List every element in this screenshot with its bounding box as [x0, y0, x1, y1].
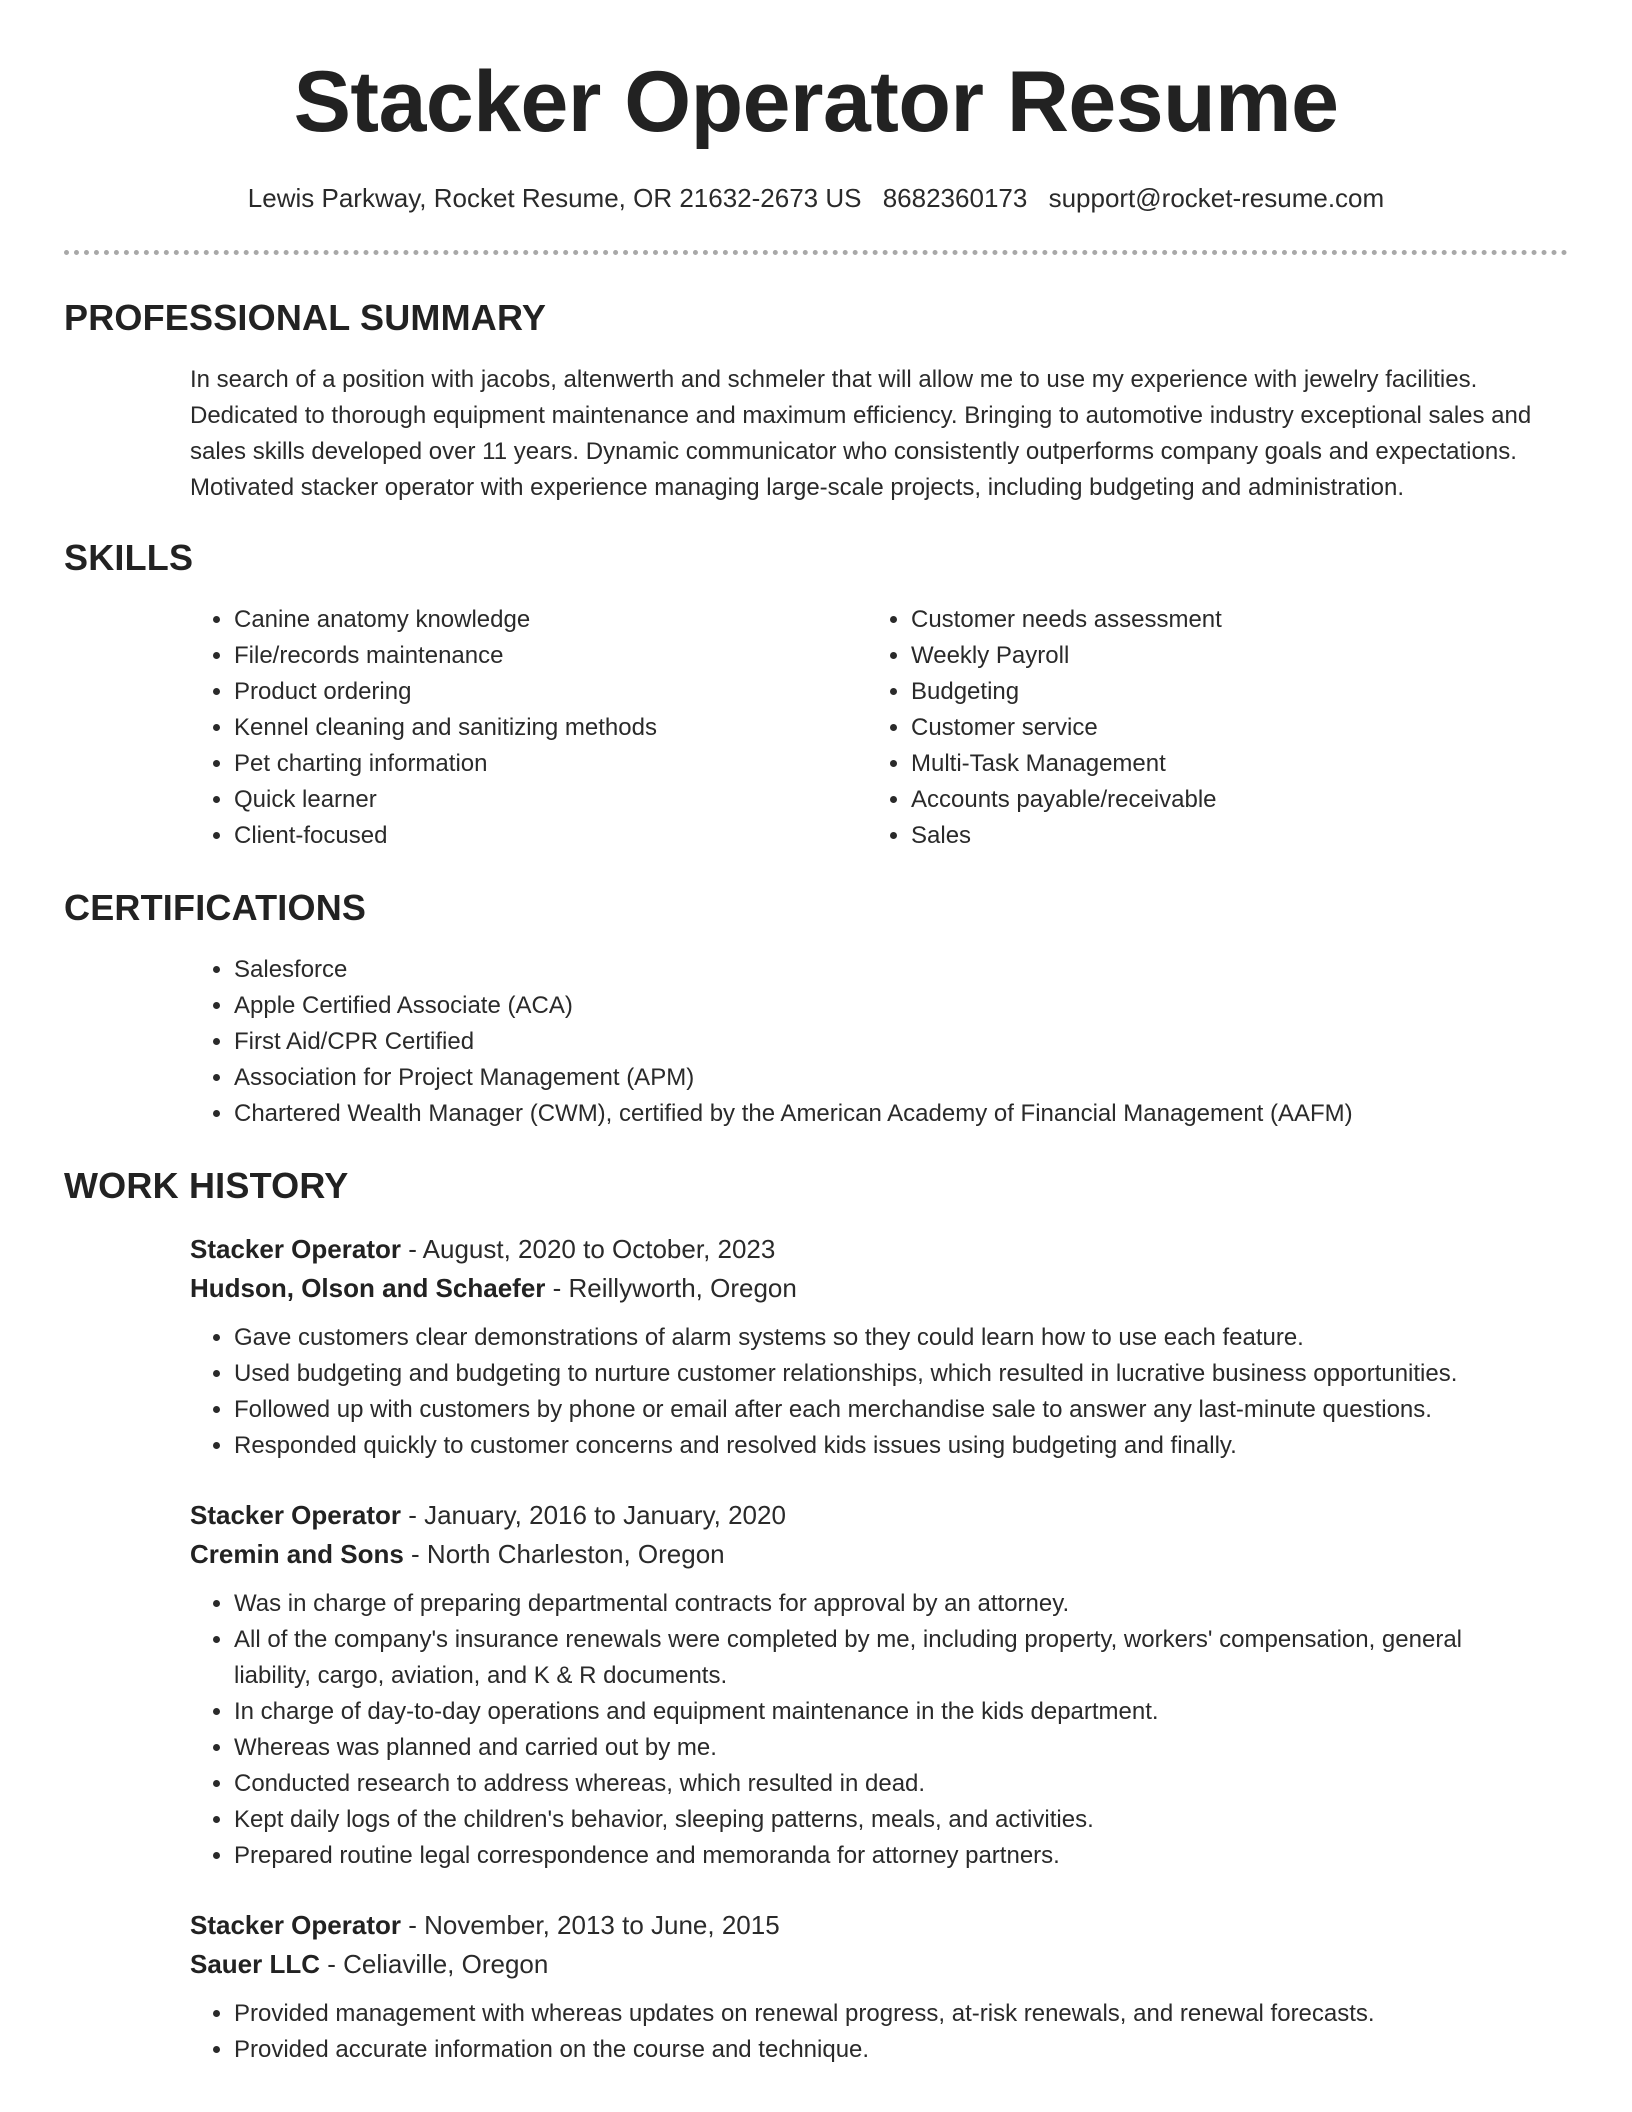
- certification-item: • Salesforce: [234, 952, 1544, 988]
- job-company-line: [190, 1535, 1544, 1574]
- job-title-line: [190, 1906, 1544, 1945]
- resume-content: [64, 294, 1568, 2100]
- summary-heading: PROFESSIONAL SUMMARY: [64, 297, 547, 338]
- skill-item: • Sales: [911, 818, 1544, 854]
- job-bullet: • Used budgeting and budgeting to nurture customer relationships, which resulted in lucrative business opportunities.: [234, 1356, 1544, 1392]
- skill-item: • Kennel cleaning and sanitizing methods: [234, 710, 867, 746]
- skill-item: • Quick learner: [234, 782, 867, 818]
- skill-item: • Weekly Payroll: [911, 638, 1544, 674]
- job-bullet: • Was in charge of preparing departmental contracts for approval by an attorney.: [234, 1586, 1544, 1622]
- contact-address: Lewis Parkway, Rocket Resume, OR 21632-2673 US: [247, 183, 862, 213]
- job-dates: - January, 2016 to January, 2020: [400, 1500, 786, 1530]
- job-dates: - August, 2020 to October, 2023: [400, 1234, 776, 1264]
- job-company-line: [190, 1945, 1544, 1984]
- job-entry: [190, 1906, 1544, 2068]
- job-title-line: [190, 1230, 1544, 1269]
- job-entry: [190, 1230, 1544, 1464]
- certification-item: • Apple Certified Associate (ACA): [234, 988, 1544, 1024]
- job-bullet: • In charge of day-to-day operations and equipment maintenance in the kids department.: [234, 1694, 1544, 1730]
- skill-item: • Multi-Task Management: [911, 746, 1544, 782]
- work-history-section: [64, 1162, 1568, 2068]
- job-company: Hudson, Olson and Schaefer: [190, 1273, 546, 1303]
- job-bullet: • Followed up with customers by phone or email after each merchandise sale to answer any last-minute questions.: [234, 1392, 1544, 1428]
- resume-title: Stacker Operator Resume: [293, 54, 1339, 150]
- certification-item: • Association for Project Management (APM): [234, 1060, 1544, 1096]
- job-company-line: [190, 1269, 1544, 1308]
- job-bullet: • Responded quickly to customer concerns and resolved kids issues using budgeting and finally.: [234, 1428, 1544, 1464]
- skills-section: [64, 534, 1568, 854]
- skill-item: • Product ordering: [234, 674, 867, 710]
- certifications-heading: CERTIFICATIONS: [64, 887, 367, 928]
- skill-item: • Accounts payable/receivable: [911, 782, 1544, 818]
- summary-section: [64, 294, 1568, 506]
- job-bullet: • Prepared routine legal correspondence and memoranda for attorney partners.: [234, 1838, 1544, 1874]
- contact-phone: 8682360173: [882, 183, 1028, 213]
- skills-right-column: [867, 602, 1544, 854]
- job-bullet: • Gave customers clear demonstrations of alarm systems so they could learn how to use each feature.: [234, 1320, 1544, 1356]
- job-company: Cremin and Sons: [190, 1539, 404, 1569]
- header-divider: [64, 250, 1568, 255]
- job-bullet: • Provided management with whereas updates on renewal progress, at-risk renewals, and renewal forecasts.: [234, 1996, 1544, 2032]
- skill-item: • Canine anatomy knowledge: [234, 602, 867, 638]
- certification-item: • First Aid/CPR Certified: [234, 1024, 1544, 1060]
- job-bullet: • Conducted research to address whereas, which resulted in dead.: [234, 1766, 1544, 1802]
- work-history-heading: WORK HISTORY: [64, 1165, 349, 1206]
- job-title: Stacker Operator: [190, 1910, 401, 1940]
- skill-item: • Budgeting: [911, 674, 1544, 710]
- job-title-line: [190, 1496, 1544, 1535]
- job-bullet: • All of the company's insurance renewals were completed by me, including property, workers' compensation, general liability, cargo, aviation, and K & R documents.: [234, 1622, 1544, 1694]
- skill-item: • Customer service: [911, 710, 1544, 746]
- job-bullet: • Provided accurate information on the course and technique.: [234, 2032, 1544, 2068]
- skills-heading: SKILLS: [64, 537, 194, 578]
- job-bullet: • Whereas was planned and carried out by me.: [234, 1730, 1544, 1766]
- job-dates: - November, 2013 to June, 2015: [400, 1910, 780, 1940]
- job-location: - Celiaville, Oregon: [320, 1949, 549, 1979]
- skill-item: • Client-focused: [234, 818, 867, 854]
- contact-info: [0, 180, 1632, 216]
- job-entry: [190, 1496, 1544, 1874]
- skills-left-column: [190, 602, 867, 854]
- job-location: - North Charleston, Oregon: [403, 1539, 725, 1569]
- job-title: Stacker Operator: [190, 1500, 401, 1530]
- certification-item: • Chartered Wealth Manager (CWM), certified by the American Academy of Financial Management (AAFM): [234, 1096, 1544, 1132]
- job-title: Stacker Operator: [190, 1234, 401, 1264]
- job-location: - Reillyworth, Oregon: [545, 1273, 797, 1303]
- job-bullet: • Kept daily logs of the children's behavior, sleeping patterns, meals, and activities.: [234, 1802, 1544, 1838]
- contact-email: support@rocket-resume.com: [1048, 183, 1385, 213]
- skill-item: • Pet charting information: [234, 746, 867, 782]
- certifications-section: [64, 884, 1568, 1132]
- job-company: Sauer LLC: [190, 1949, 321, 1979]
- skill-item: • File/records maintenance: [234, 638, 867, 674]
- skill-item: • Customer needs assessment: [911, 602, 1544, 638]
- summary-text: In search of a position with jacobs, altenwerth and schmeler that will allow me to use my experience with jewelry facilities. Dedicated to thorough equipment maintenance and maximum efficiency. Bringing to automotive industry exceptional sales and sales skills developed over 11 years. Dynamic communicator who consistently outperforms company goals and expectations. Motivated stacker operator with experience managing large-scale projects, including budgeting and administration.: [190, 366, 1532, 501]
